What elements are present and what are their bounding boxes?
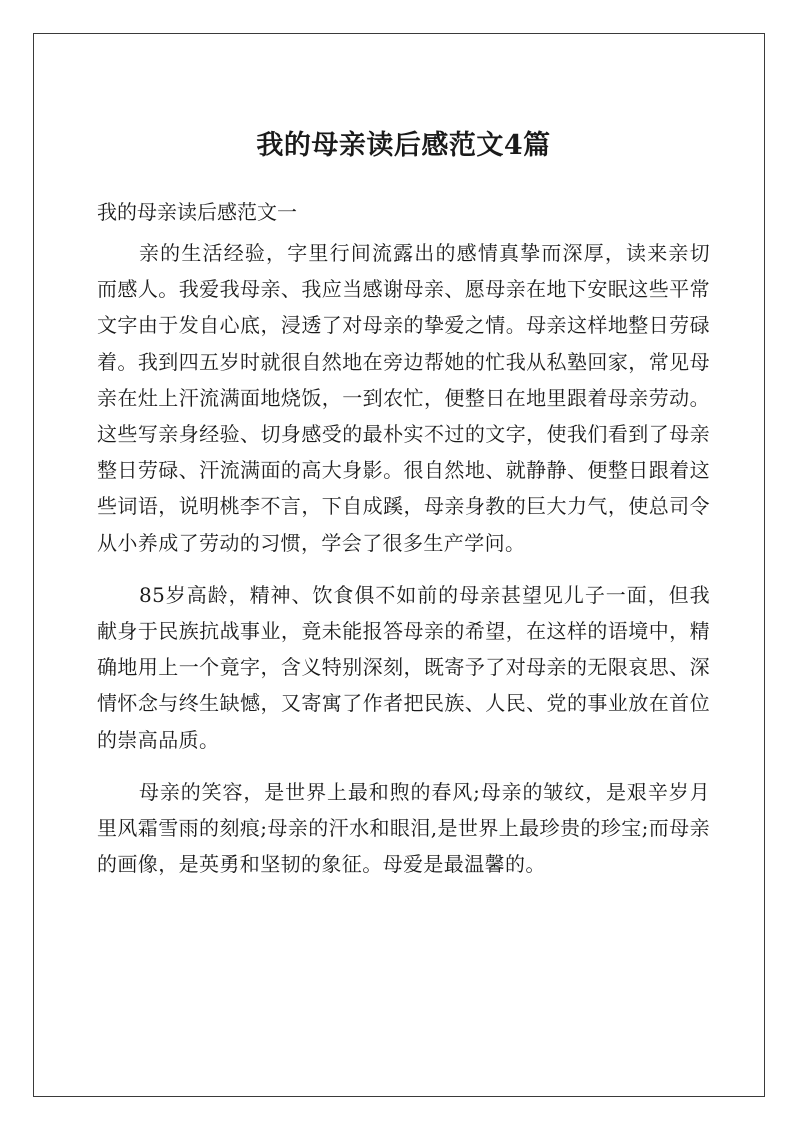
section-heading: 我的母亲读后感范文一 xyxy=(97,200,297,224)
paragraph-2: 85岁高龄，精神、饮食俱不如前的母亲甚望见儿子一面，但我献身于民族抗战事业，竟未能报答母亲的希望，在这样的语境中，精确地用上一个竟字，含义特别深刻，既寄予了对母亲的无限哀思、深情怀念与终生缺憾，又寄寓了作者把民族、人民、党的事业放在首位的崇高品质。 xyxy=(97,582,710,752)
paragraph-3: 母亲的笑容，是世界上最和煦的春风;母亲的皱纹，是艰辛岁月里风霜雪雨的刻痕;母亲的汗水和眼泪,是世界上最珍贵的珍宝;而母亲的画像，是英勇和坚韧的象征。母爱是最温馨的。 xyxy=(97,779,710,877)
document-body xyxy=(97,126,710,882)
paragraph-1: 亲的生活经验，字里行间流露出的感情真挚而深厚，读来亲切而感人。我爱我母亲、我应当感谢母亲、愿母亲在地下安眠这些平常文字由于发自心底，浸透了对母亲的挚爱之情。母亲这样地整日劳碌着。我到四五岁时就很自然地在旁边帮她的忙我从私塾回家，常见母亲在灶上汗流满面地烧饭，一到农忙，便整日在地里跟着母亲劳动。这些写亲身经验、切身感受的最朴实不过的文字，使我们看到了母亲整日劳碌、汗流满面的高大身影。很自然地、就静静、便整日跟着这些词语，说明桃李不言，下自成蹊，母亲身教的巨大力气，使总司令从小养成了劳动的习惯，学会了很多生产学问。 xyxy=(97,241,710,555)
document-title: 我的母亲读后感范文4篇 xyxy=(256,130,551,161)
